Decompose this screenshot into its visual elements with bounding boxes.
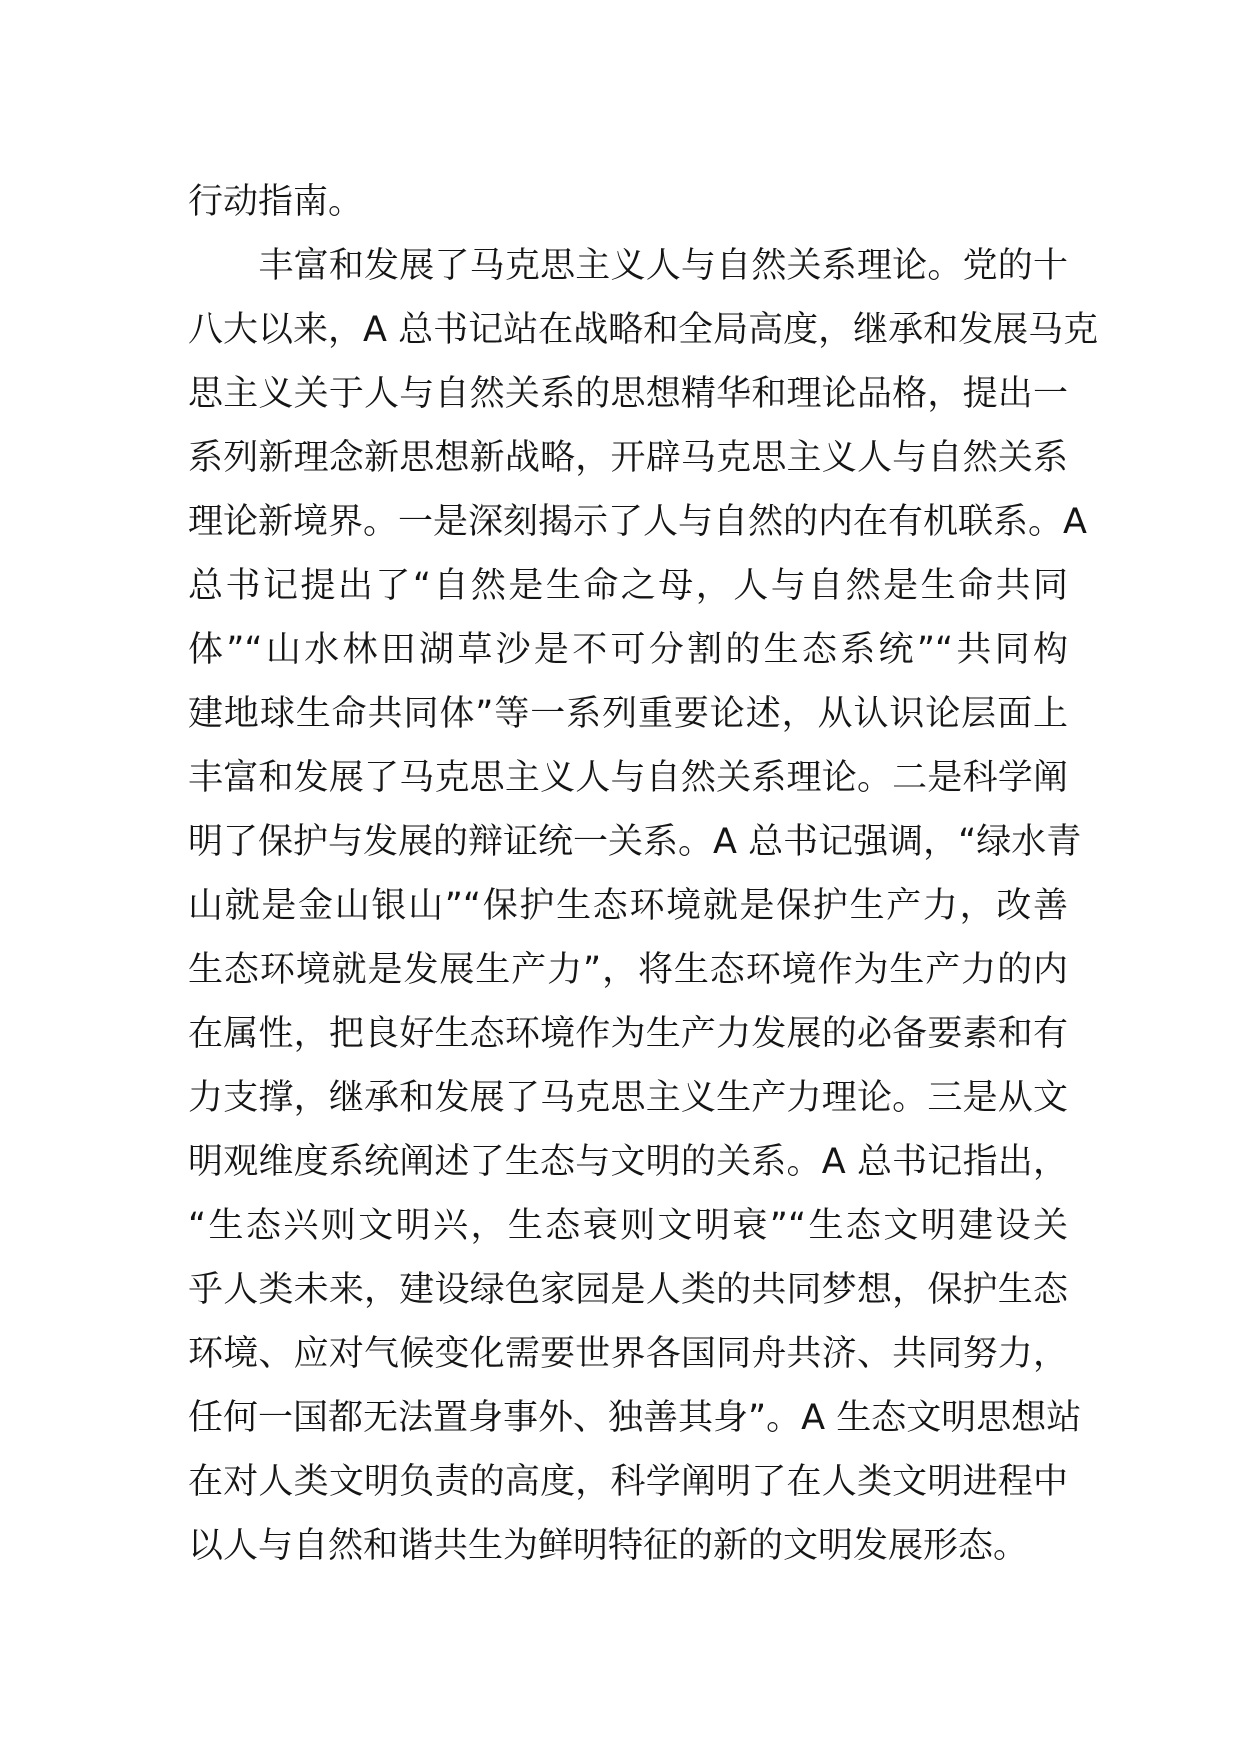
text-line-14: 在属性，把良好生态环境作为生产力发展的必备要素和有 <box>188 1014 1068 1054</box>
text-line-16: 明观维度系统阐述了生态与文明的关系。A 总书记指出， <box>188 1142 1068 1182</box>
text-line-9: 建地球生命共同体”等一系列重要论述，从认识论层面上 <box>188 694 1068 734</box>
text-line-22: 以人与自然和谐共生为鲜明特征的新的文明发展形态。 <box>188 1526 1029 1566</box>
text-line-12: 山就是金山银山”“保护生态环境就是保护生产力，改善 <box>188 886 1068 926</box>
text-line-8: 体”“山水林田湖草沙是不可分割的生态系统”“共同构 <box>188 630 1068 670</box>
text-line-20: 任何一国都无法置身事外、独善其身”。A 生态文明思想站 <box>188 1398 1082 1438</box>
text-line-13: 生态环境就是发展生产力”，将生态环境作为生产力的内 <box>188 950 1068 990</box>
text-line-4: 思主义关于人与自然关系的思想精华和理论品格，提出一 <box>188 374 1068 414</box>
text-line-3: 八大以来，A 总书记站在战略和全局高度，继承和发展马克 <box>188 310 1099 350</box>
text-line-15: 力支撑，继承和发展了马克思主义生产力理论。三是从文 <box>188 1078 1068 1118</box>
text-line-10: 丰富和发展了马克思主义人与自然关系理论。二是科学阐 <box>188 758 1068 798</box>
document-body <box>188 170 1099 1578</box>
text-line-5: 系列新理念新思想新战略，开辟马克思主义人与自然关系 <box>188 438 1068 478</box>
text-line-21: 在对人类文明负责的高度，科学阐明了在人类文明进程中 <box>188 1462 1068 1502</box>
text-line-19: 环境、应对气候变化需要世界各国同舟共济、共同努力， <box>188 1334 1068 1374</box>
text-line-2: 丰富和发展了马克思主义人与自然关系理论。党的十 <box>188 246 1068 286</box>
text-line-11: 明了保护与发展的辩证统一关系。A 总书记强调，“绿水青 <box>188 822 1082 862</box>
text-line-6: 理论新境界。一是深刻揭示了人与自然的内在有机联系。A <box>188 502 1087 542</box>
text-line-1: 行动指南。 <box>188 182 364 222</box>
text-line-18: 乎人类未来，建设绿色家园是人类的共同梦想，保护生态 <box>188 1270 1068 1310</box>
text-line-7: 总书记提出了“自然是生命之母，人与自然是生命共同 <box>188 566 1068 606</box>
text-line-17: “生态兴则文明兴，生态衰则文明衰”“生态文明建设关 <box>188 1206 1068 1246</box>
